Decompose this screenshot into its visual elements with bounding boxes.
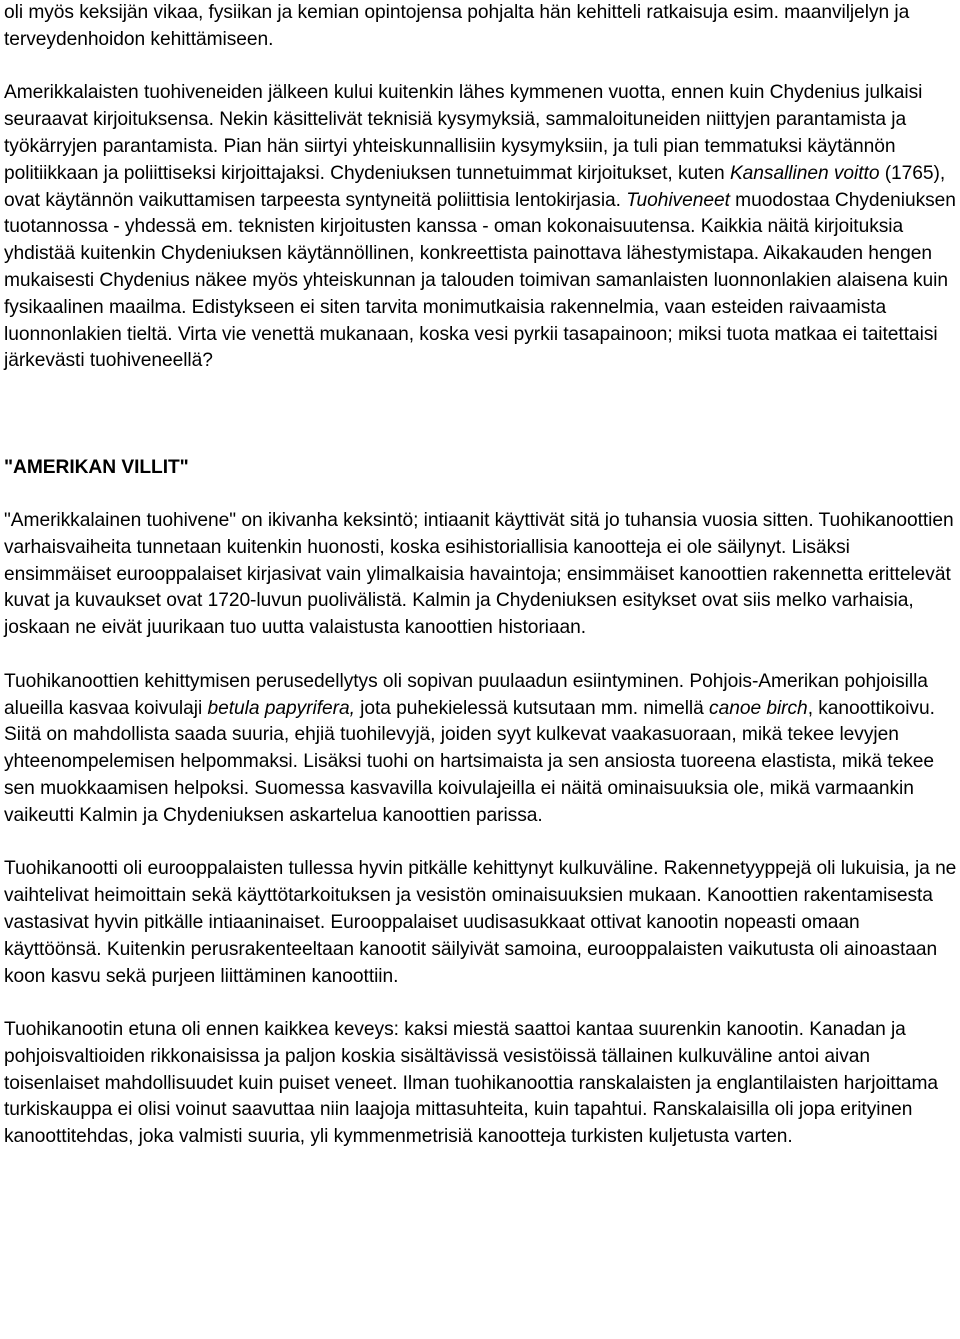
text-run: jota puhekielessä kutsutaan mm. nimellä <box>354 697 710 719</box>
paragraph-intro <box>4 80 960 375</box>
text-run: Amerikkalaisten tuohiveneiden jälkeen kului kuitenkin lähes kymmenen vuotta, ennen kuin Chydenius julkaisi seuraavat kirjoituksensa. Nekin käsittelivät teknisiä kysymyksiä, sammaloituneiden niittyjen parantamista ja työkärryjen parantamista. Pian hän siirtyi yhteiskunnallisiin kysymyksiin, ja tuli pian temmatuksi käytännön politiikkaan ja poliittiseksi kirjoittajaksi. Chydeniuksen tunnetuimmat kirjoitukset, kuten <box>4 82 923 184</box>
text-run: , kanoottikoivu. Siitä on mahdollista saada suuria, ehjiä tuohilevyjä, joiden syyt kulkevat vaakasuoraan, mikä tekee levyjen yhteenompelemisen helpommaksi. Lisäksi tuohi on hartsimaista ja sen ansiosta tuoreena elastista, mikä tekee sen muokkaamisen helpoksi. Suomessa kasvavilla koivulajeilla ei näitä ominaisuuksia ole, mikä varmaankin vaikeutti Kalmin ja Chydeniuksen askartelua kanoottien parissa. <box>4 697 935 826</box>
paragraph-1: "Amerikkalainen tuohivene" on ikivanha keksintö; intiaanit käyttivät sitä jo tuhansia vuosia sitten. Tuohikanoottien varhaisvaiheita tunnetaan kuitenkin huonosti, koska esihistoriallisia kanootteja ei ole säilynyt. Lisäksi ensimmäiset eurooppalaiset kirjasivat vain ylimalkaisia havaintoja; ensimmäiset kanoottien rakennetta erittelevät kuvat ja kuvaukset ovat 1720-luvun puolivälistä. Kalmin ja Chydeniuksen esitykset ovat siis melko varhaisia, joskaan ne eivät juurikaan tuo uutta valaistusta kanoottien historiaan. <box>4 509 954 639</box>
italic-common-name: canoe birch <box>709 697 808 719</box>
text-run: Tuohikanoottien kehittymisen perusedellytys oli sopivan puulaadun esiintyminen. Pohjois-Amerikan pohjoisilla alueilla kasvaa koivulaji <box>4 670 928 719</box>
paragraph-intro-continued: oli myös keksijän vikaa, fysiikan ja kemian opintojensa pohjalta hän kehitteli ratkaisuja esim. maanviljelyn ja terveydenhoidon kehittämiseen. <box>4 2 910 50</box>
paragraph-2 <box>4 669 960 830</box>
document-page <box>4 0 960 1151</box>
italic-species-name: betula papyrifera, <box>207 697 355 719</box>
section-heading: "AMERIKAN VILLIT" <box>4 457 189 479</box>
italic-title-kansallinen-voitto: Kansallinen voitto <box>729 162 880 184</box>
text-run: (1765), ovat käytännön vaikuttamisen tarpeesta syntyneitä poliittisia lentokirjasia. <box>4 162 946 211</box>
italic-title-tuohiveneet: Tuohiveneet <box>626 189 730 211</box>
text-run: muodostaa Chydeniuksen tuotannossa - yhdessä em. teknisten kirjoitusten kanssa - oman kokonaisuutensa. Kaikkia näitä kirjoituksia yhdistää kuitenkin Chydeniuksen käytännöllinen, konkreettista painottava lähestymistapa. Aikakauden hengen mukaisesti Chydenius näkee myös yhteiskunnan ja talouden toimivan samanlaisten luonnonlakien alaisena kuin fysikaalinen maailma. Edistykseen ei siten tarvita monimutkaisia rakennelmia, vaan esteiden raivaamista luonnonlakien tieltä. Virta vie venettä mukanaan, koska vesi pyrkii tasapainoon; miksi tuota matkaa ei taitettaisi järkevästi tuohiveneellä? <box>4 189 956 372</box>
paragraph-4: Tuohikanootin etuna oli ennen kaikkea keveys: kaksi miestä saattoi kantaa suurenkin kanootin. Kanadan ja pohjoisvaltioiden rikkonaisissa ja paljon koskia sisältävissä vesistöissä tällainen kulkuväline antoi aivan toisenlaiset mahdollisuudet kuin puiset veneet. Ilman tuohikanoottia ranskalaisten ja englantilaisten harjoittama turkiskauppa ei olisi voinut saavuttaa niin laajoja mittasuhteita, kuin tapahtui. Ranskalaisilla oli jopa erityinen kanoottitehdas, joka valmisti suuria, yli kymmenmetrisiä kanootteja turkisten kuljetusta varten. <box>4 1019 939 1148</box>
paragraph-3: Tuohikanootti oli eurooppalaisten tullessa hyvin pitkälle kehittynyt kulkuväline. Rakennetyyppejä oli lukuisia, ja ne vaihtelivat heimoittain sekä käyttötarkoituksen ja vesistön ominaisuuksien mukaan. Kanoottien rakentamisesta vastasivat hyvin pitkälle intiaaninaiset. Eurooppalaiset uudisasukkaat ottivat kanootin nopeasti omaan käyttöönsä. Kuitenkin perusrakenteeltaan kanootit säilyivät samoina, eurooppalaisten vaikutusta oli ainoastaan koon kasvu sekä purjeen liittäminen kanoottiin. <box>4 858 957 987</box>
